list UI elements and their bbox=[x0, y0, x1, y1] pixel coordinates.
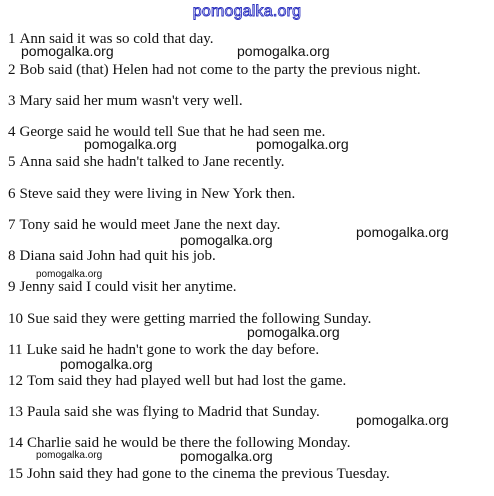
sentence-text: Paula said she was flying to Madrid that Sunday. bbox=[27, 404, 320, 420]
sentence-text: Tom said they had played well but had lost the game. bbox=[27, 373, 347, 389]
sentence-text: Jenny said I could visit her anytime. bbox=[19, 279, 237, 295]
sentence-number: 12 bbox=[8, 373, 23, 389]
sentence-text: Anna said she hadn't talked to Jane recently. bbox=[19, 154, 285, 170]
sentence-number: 10 bbox=[8, 311, 23, 327]
watermark: pomogalka.org bbox=[237, 43, 330, 59]
sentence-number: 11 bbox=[8, 342, 23, 358]
sentence-text: Ann said it was so cold that day. bbox=[19, 31, 214, 47]
sentence-number: 5 bbox=[8, 154, 16, 170]
sentence-text: George said he would tell Sue that he had seen me. bbox=[19, 124, 326, 140]
watermark: pomogalka.org bbox=[247, 324, 340, 340]
sentence-15 bbox=[8, 465, 390, 483]
sentence-text: Charlie said he would be there the following Monday. bbox=[27, 435, 351, 451]
sentence-6 bbox=[8, 185, 295, 203]
watermark: pomogalka.org bbox=[356, 412, 449, 428]
sentence-number: 2 bbox=[8, 62, 16, 78]
sentence-text: Diana said John had quit his job. bbox=[19, 248, 216, 264]
watermark: pomogalka.org bbox=[60, 356, 153, 372]
sentence-number: 15 bbox=[8, 466, 23, 482]
watermark: pomogalka.org bbox=[36, 450, 103, 461]
sentence-number: 8 bbox=[8, 248, 16, 264]
watermark: pomogalka.org bbox=[180, 448, 273, 464]
sentence-number: 3 bbox=[8, 93, 16, 109]
header-watermark bbox=[0, 2, 494, 22]
sentence-12 bbox=[8, 372, 346, 390]
sentence-number: 4 bbox=[8, 124, 16, 140]
sentence-8 bbox=[8, 247, 216, 265]
sentence-text: John said they had gone to the cinema the previous Tuesday. bbox=[27, 466, 390, 482]
sentence-11 bbox=[8, 341, 319, 359]
watermark: pomogalka.org bbox=[36, 269, 103, 280]
sentence-number: 14 bbox=[8, 435, 23, 451]
watermark: pomogalka.org bbox=[256, 136, 349, 152]
watermark: pomogalka.org bbox=[84, 136, 177, 152]
header-watermark-text: pomogalka.org bbox=[192, 3, 302, 20]
sentence-text: Mary said her mum wasn't very well. bbox=[19, 93, 243, 109]
sentence-text: Steve said they were living in New York then. bbox=[19, 186, 296, 202]
sentence-number: 9 bbox=[8, 279, 16, 295]
sentence-3 bbox=[8, 92, 243, 110]
sentence-2 bbox=[8, 61, 421, 79]
sentence-number: 6 bbox=[8, 186, 16, 202]
watermark: pomogalka.org bbox=[356, 224, 449, 240]
watermark: pomogalka.org bbox=[180, 232, 273, 248]
sentence-number: 7 bbox=[8, 217, 16, 233]
sentence-text: Tony said he would meet Jane the next day. bbox=[19, 217, 281, 233]
sentence-text: Sue said they were getting married the following Sunday. bbox=[27, 311, 372, 327]
sentence-13 bbox=[8, 403, 320, 421]
sentence-number: 13 bbox=[8, 404, 23, 420]
sentence-number: 1 bbox=[8, 31, 16, 47]
sentence-text: Bob said (that) Helen had not come to the party the previous night. bbox=[19, 62, 421, 78]
sentence-5 bbox=[8, 153, 284, 171]
watermark: pomogalka.org bbox=[21, 43, 114, 59]
sentence-text: Luke said he hadn't gone to work the day before. bbox=[26, 342, 320, 358]
